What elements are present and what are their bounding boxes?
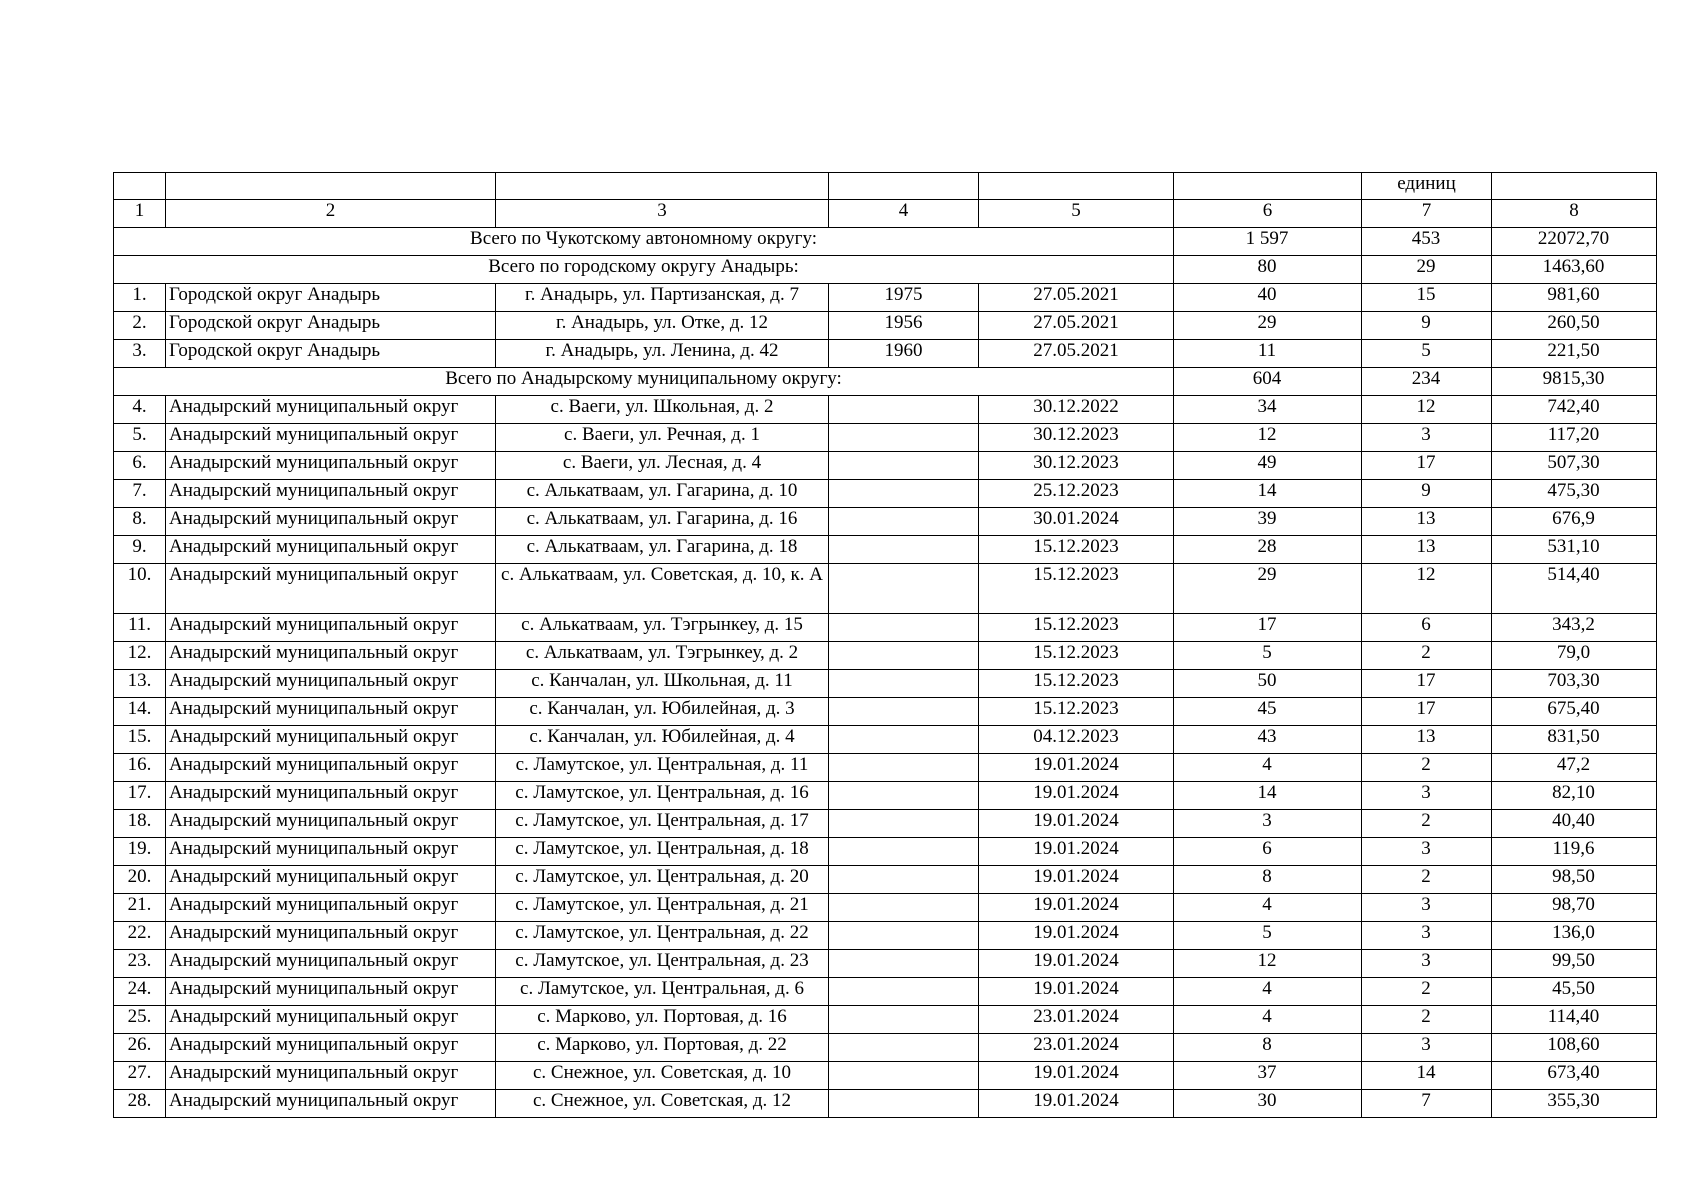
- district-cell: Городской округ Анадырь: [166, 284, 496, 312]
- date-cell: 30.12.2023: [979, 424, 1174, 452]
- year-cell: [829, 564, 979, 614]
- address-cell: с. Ламутское, ул. Центральная, д. 18: [496, 838, 829, 866]
- table-row: [114, 894, 1657, 922]
- table-row: [114, 866, 1657, 894]
- date-cell: 15.12.2023: [979, 536, 1174, 564]
- address-cell: с. Марково, ул. Портовая, д. 22: [496, 1034, 829, 1062]
- area-cell: 99,50: [1492, 950, 1657, 978]
- count-7-cell: 5: [1362, 340, 1492, 368]
- table-row: [114, 480, 1657, 508]
- count-6-cell: 43: [1174, 726, 1362, 754]
- area-cell: 676,9: [1492, 508, 1657, 536]
- year-cell: [829, 978, 979, 1006]
- count-6-cell: 80: [1174, 256, 1362, 284]
- year-cell: [829, 452, 979, 480]
- count-6-cell: 40: [1174, 284, 1362, 312]
- row-number: 18.: [114, 810, 166, 838]
- district-cell: Анадырский муниципальный округ: [166, 922, 496, 950]
- row-number: 1.: [114, 284, 166, 312]
- address-cell: с. Канчалан, ул. Школьная, д. 11: [496, 670, 829, 698]
- district-cell: Анадырский муниципальный округ: [166, 950, 496, 978]
- table-row: [114, 396, 1657, 424]
- area-cell: 82,10: [1492, 782, 1657, 810]
- area-cell: 79,0: [1492, 642, 1657, 670]
- year-cell: [829, 922, 979, 950]
- district-cell: Анадырский муниципальный округ: [166, 810, 496, 838]
- count-6-cell: 28: [1174, 536, 1362, 564]
- units-cell-6: [1174, 173, 1362, 200]
- table-row: [114, 922, 1657, 950]
- address-cell: с. Ламутское, ул. Центральная, д. 6: [496, 978, 829, 1006]
- year-cell: [829, 508, 979, 536]
- area-cell: 673,40: [1492, 1062, 1657, 1090]
- address-cell: с. Ламутское, ул. Центральная, д. 23: [496, 950, 829, 978]
- date-cell: 19.01.2024: [979, 950, 1174, 978]
- row-number: 7.: [114, 480, 166, 508]
- date-cell: 19.01.2024: [979, 1090, 1174, 1118]
- count-7-cell: 2: [1362, 642, 1492, 670]
- count-6-cell: 6: [1174, 838, 1362, 866]
- date-cell: 27.05.2021: [979, 312, 1174, 340]
- count-7-cell: 9: [1362, 480, 1492, 508]
- table-row: [114, 312, 1657, 340]
- date-cell: 27.05.2021: [979, 284, 1174, 312]
- units-cell-3: [496, 173, 829, 200]
- district-cell: Городской округ Анадырь: [166, 312, 496, 340]
- date-cell: 19.01.2024: [979, 978, 1174, 1006]
- table-row: [114, 508, 1657, 536]
- count-7-cell: 6: [1362, 614, 1492, 642]
- date-cell: 25.12.2023: [979, 480, 1174, 508]
- count-6-cell: 5: [1174, 642, 1362, 670]
- total-label: Всего по городскому округу Анадырь:: [114, 256, 1174, 284]
- count-7-cell: 3: [1362, 894, 1492, 922]
- count-7-cell: 2: [1362, 810, 1492, 838]
- district-cell: Анадырский муниципальный округ: [166, 1062, 496, 1090]
- count-6-cell: 37: [1174, 1062, 1362, 1090]
- year-cell: [829, 866, 979, 894]
- row-number: 22.: [114, 922, 166, 950]
- address-cell: с. Канчалан, ул. Юбилейная, д. 4: [496, 726, 829, 754]
- area-cell: 831,50: [1492, 726, 1657, 754]
- total-label: Всего по Чукотскому автономному округу:: [114, 228, 1174, 256]
- column-number-row: [114, 200, 1657, 228]
- row-number: 25.: [114, 1006, 166, 1034]
- address-cell: с. Алькатваам, ул. Гагарина, д. 10: [496, 480, 829, 508]
- area-cell: 119,6: [1492, 838, 1657, 866]
- count-7-cell: 453: [1362, 228, 1492, 256]
- count-6-cell: 5: [1174, 922, 1362, 950]
- count-7-cell: 2: [1362, 866, 1492, 894]
- area-cell: 40,40: [1492, 810, 1657, 838]
- year-cell: [829, 1034, 979, 1062]
- area-cell: 343,2: [1492, 614, 1657, 642]
- count-6-cell: 4: [1174, 754, 1362, 782]
- date-cell: 15.12.2023: [979, 698, 1174, 726]
- address-cell: с. Снежное, ул. Советская, д. 10: [496, 1062, 829, 1090]
- count-7-cell: 3: [1362, 838, 1492, 866]
- total-row: [114, 228, 1657, 256]
- count-6-cell: 3: [1174, 810, 1362, 838]
- count-7-cell: 17: [1362, 452, 1492, 480]
- address-cell: г. Анадырь, ул. Партизанская, д. 7: [496, 284, 829, 312]
- district-cell: Анадырский муниципальный округ: [166, 508, 496, 536]
- year-cell: 1956: [829, 312, 979, 340]
- date-cell: 27.05.2021: [979, 340, 1174, 368]
- address-cell: с. Ламутское, ул. Центральная, д. 16: [496, 782, 829, 810]
- table-row: [114, 754, 1657, 782]
- date-cell: 19.01.2024: [979, 838, 1174, 866]
- table-row: [114, 810, 1657, 838]
- address-cell: с. Марково, ул. Портовая, д. 16: [496, 1006, 829, 1034]
- area-cell: 45,50: [1492, 978, 1657, 1006]
- address-cell: с. Алькатваам, ул. Тэгрынкеу, д. 15: [496, 614, 829, 642]
- count-7-cell: 2: [1362, 1006, 1492, 1034]
- count-6-cell: 14: [1174, 480, 1362, 508]
- row-number: 5.: [114, 424, 166, 452]
- row-number: 15.: [114, 726, 166, 754]
- area-cell: 1463,60: [1492, 256, 1657, 284]
- table-row: [114, 1062, 1657, 1090]
- year-cell: [829, 614, 979, 642]
- row-number: 21.: [114, 894, 166, 922]
- units-cell-8: [1492, 173, 1657, 200]
- count-6-cell: 11: [1174, 340, 1362, 368]
- area-cell: 742,40: [1492, 396, 1657, 424]
- units-cell-4: [829, 173, 979, 200]
- area-cell: 981,60: [1492, 284, 1657, 312]
- district-cell: Анадырский муниципальный округ: [166, 866, 496, 894]
- units-cell-7: единиц: [1362, 173, 1492, 200]
- table-row: [114, 536, 1657, 564]
- area-cell: 136,0: [1492, 922, 1657, 950]
- district-cell: Анадырский муниципальный округ: [166, 1090, 496, 1118]
- total-label: Всего по Анадырскому муниципальному округу:: [114, 368, 1174, 396]
- row-number: 2.: [114, 312, 166, 340]
- area-cell: 703,30: [1492, 670, 1657, 698]
- count-6-cell: 4: [1174, 894, 1362, 922]
- table-row: [114, 1006, 1657, 1034]
- column-number-6: 6: [1174, 200, 1362, 228]
- year-cell: 1960: [829, 340, 979, 368]
- district-cell: Анадырский муниципальный округ: [166, 1006, 496, 1034]
- address-cell: г. Анадырь, ул. Отке, д. 12: [496, 312, 829, 340]
- area-cell: 355,30: [1492, 1090, 1657, 1118]
- address-cell: с. Снежное, ул. Советская, д. 12: [496, 1090, 829, 1118]
- row-number: 27.: [114, 1062, 166, 1090]
- district-cell: Анадырский муниципальный округ: [166, 894, 496, 922]
- count-7-cell: 15: [1362, 284, 1492, 312]
- count-6-cell: 17: [1174, 614, 1362, 642]
- table-row: [114, 1090, 1657, 1118]
- date-cell: 19.01.2024: [979, 866, 1174, 894]
- district-cell: Анадырский муниципальный округ: [166, 396, 496, 424]
- year-cell: 1975: [829, 284, 979, 312]
- date-cell: 19.01.2024: [979, 810, 1174, 838]
- total-row: [114, 256, 1657, 284]
- count-6-cell: 50: [1174, 670, 1362, 698]
- row-number: 14.: [114, 698, 166, 726]
- table-row: [114, 670, 1657, 698]
- count-7-cell: 3: [1362, 1034, 1492, 1062]
- table-row: [114, 782, 1657, 810]
- district-cell: Анадырский муниципальный округ: [166, 614, 496, 642]
- date-cell: 30.12.2022: [979, 396, 1174, 424]
- year-cell: [829, 950, 979, 978]
- row-number: 24.: [114, 978, 166, 1006]
- count-6-cell: 12: [1174, 424, 1362, 452]
- table-row: [114, 614, 1657, 642]
- district-cell: Анадырский муниципальный округ: [166, 978, 496, 1006]
- count-7-cell: 12: [1362, 396, 1492, 424]
- row-number: 16.: [114, 754, 166, 782]
- date-cell: 23.01.2024: [979, 1034, 1174, 1062]
- address-cell: с. Алькатваам, ул. Гагарина, д. 16: [496, 508, 829, 536]
- address-cell: с. Ламутское, ул. Центральная, д. 22: [496, 922, 829, 950]
- count-7-cell: 234: [1362, 368, 1492, 396]
- area-cell: 531,10: [1492, 536, 1657, 564]
- count-6-cell: 39: [1174, 508, 1362, 536]
- row-number: 8.: [114, 508, 166, 536]
- district-cell: Анадырский муниципальный округ: [166, 754, 496, 782]
- count-6-cell: 8: [1174, 1034, 1362, 1062]
- column-number-1: 1: [114, 200, 166, 228]
- count-7-cell: 29: [1362, 256, 1492, 284]
- row-number: 12.: [114, 642, 166, 670]
- area-cell: 221,50: [1492, 340, 1657, 368]
- table-row: [114, 950, 1657, 978]
- table-row: [114, 838, 1657, 866]
- row-number: 28.: [114, 1090, 166, 1118]
- area-cell: 475,30: [1492, 480, 1657, 508]
- address-cell: с. Алькатваам, ул. Советская, д. 10, к. А: [496, 564, 829, 614]
- table-row: [114, 564, 1657, 614]
- table-row: [114, 340, 1657, 368]
- column-number-2: 2: [166, 200, 496, 228]
- area-cell: 98,50: [1492, 866, 1657, 894]
- address-cell: с. Ваеги, ул. Речная, д. 1: [496, 424, 829, 452]
- count-6-cell: 4: [1174, 978, 1362, 1006]
- count-6-cell: 45: [1174, 698, 1362, 726]
- table-row: [114, 284, 1657, 312]
- address-cell: с. Ламутское, ул. Центральная, д. 17: [496, 810, 829, 838]
- row-number: 26.: [114, 1034, 166, 1062]
- area-cell: 507,30: [1492, 452, 1657, 480]
- count-6-cell: 29: [1174, 564, 1362, 614]
- row-number: 11.: [114, 614, 166, 642]
- date-cell: 19.01.2024: [979, 1062, 1174, 1090]
- date-cell: 30.01.2024: [979, 508, 1174, 536]
- table-row: [114, 978, 1657, 1006]
- year-cell: [829, 1006, 979, 1034]
- count-6-cell: 29: [1174, 312, 1362, 340]
- column-number-5: 5: [979, 200, 1174, 228]
- district-cell: Анадырский муниципальный округ: [166, 698, 496, 726]
- count-7-cell: 13: [1362, 536, 1492, 564]
- district-cell: Анадырский муниципальный округ: [166, 452, 496, 480]
- date-cell: 15.12.2023: [979, 564, 1174, 614]
- year-cell: [829, 480, 979, 508]
- address-cell: с. Ламутское, ул. Центральная, д. 21: [496, 894, 829, 922]
- date-cell: 15.12.2023: [979, 670, 1174, 698]
- column-number-3: 3: [496, 200, 829, 228]
- count-6-cell: 14: [1174, 782, 1362, 810]
- row-number: 3.: [114, 340, 166, 368]
- row-number: 9.: [114, 536, 166, 564]
- year-cell: [829, 894, 979, 922]
- area-cell: 9815,30: [1492, 368, 1657, 396]
- count-7-cell: 3: [1362, 782, 1492, 810]
- table-row: [114, 1034, 1657, 1062]
- year-cell: [829, 396, 979, 424]
- district-cell: Анадырский муниципальный округ: [166, 480, 496, 508]
- address-cell: с. Ламутское, ул. Центральная, д. 20: [496, 866, 829, 894]
- date-cell: 19.01.2024: [979, 754, 1174, 782]
- address-cell: с. Ламутское, ул. Центральная, д. 11: [496, 754, 829, 782]
- table-row: [114, 642, 1657, 670]
- table-row: [114, 726, 1657, 754]
- count-7-cell: 13: [1362, 726, 1492, 754]
- district-cell: Анадырский муниципальный округ: [166, 838, 496, 866]
- area-cell: 47,2: [1492, 754, 1657, 782]
- year-cell: [829, 536, 979, 564]
- address-cell: с. Канчалан, ул. Юбилейная, д. 3: [496, 698, 829, 726]
- count-7-cell: 13: [1362, 508, 1492, 536]
- row-number: 23.: [114, 950, 166, 978]
- housing-table: [113, 172, 1657, 1118]
- year-cell: [829, 1090, 979, 1118]
- count-7-cell: 17: [1362, 670, 1492, 698]
- count-7-cell: 3: [1362, 950, 1492, 978]
- count-7-cell: 14: [1362, 1062, 1492, 1090]
- row-number: 13.: [114, 670, 166, 698]
- count-7-cell: 12: [1362, 564, 1492, 614]
- year-cell: [829, 1062, 979, 1090]
- units-header-row: [114, 173, 1657, 200]
- count-7-cell: 3: [1362, 424, 1492, 452]
- year-cell: [829, 670, 979, 698]
- column-number-7: 7: [1362, 200, 1492, 228]
- year-cell: [829, 838, 979, 866]
- count-7-cell: 3: [1362, 922, 1492, 950]
- area-cell: 22072,70: [1492, 228, 1657, 256]
- address-cell: с. Алькатваам, ул. Гагарина, д. 18: [496, 536, 829, 564]
- address-cell: с. Алькатваам, ул. Тэгрынкеу, д. 2: [496, 642, 829, 670]
- count-7-cell: 2: [1362, 978, 1492, 1006]
- count-7-cell: 9: [1362, 312, 1492, 340]
- table-row: [114, 452, 1657, 480]
- district-cell: Анадырский муниципальный округ: [166, 536, 496, 564]
- table-row: [114, 424, 1657, 452]
- row-number: 17.: [114, 782, 166, 810]
- district-cell: Анадырский муниципальный округ: [166, 726, 496, 754]
- year-cell: [829, 698, 979, 726]
- date-cell: 04.12.2023: [979, 726, 1174, 754]
- area-cell: 108,60: [1492, 1034, 1657, 1062]
- date-cell: 15.12.2023: [979, 614, 1174, 642]
- count-7-cell: 2: [1362, 754, 1492, 782]
- row-number: 20.: [114, 866, 166, 894]
- year-cell: [829, 424, 979, 452]
- date-cell: 19.01.2024: [979, 894, 1174, 922]
- address-cell: г. Анадырь, ул. Ленина, д. 42: [496, 340, 829, 368]
- address-cell: с. Ваеги, ул. Лесная, д. 4: [496, 452, 829, 480]
- area-cell: 514,40: [1492, 564, 1657, 614]
- total-row: [114, 368, 1657, 396]
- column-number-4: 4: [829, 200, 979, 228]
- year-cell: [829, 726, 979, 754]
- row-number: 6.: [114, 452, 166, 480]
- address-cell: с. Ваеги, ул. Школьная, д. 2: [496, 396, 829, 424]
- area-cell: 117,20: [1492, 424, 1657, 452]
- count-6-cell: 34: [1174, 396, 1362, 424]
- date-cell: 15.12.2023: [979, 642, 1174, 670]
- table-row: [114, 698, 1657, 726]
- count-6-cell: 604: [1174, 368, 1362, 396]
- year-cell: [829, 782, 979, 810]
- count-6-cell: 49: [1174, 452, 1362, 480]
- count-7-cell: 17: [1362, 698, 1492, 726]
- count-6-cell: 4: [1174, 1006, 1362, 1034]
- count-6-cell: 8: [1174, 866, 1362, 894]
- area-cell: 260,50: [1492, 312, 1657, 340]
- district-cell: Анадырский муниципальный округ: [166, 424, 496, 452]
- table-body: [114, 173, 1657, 1118]
- district-cell: Анадырский муниципальный округ: [166, 782, 496, 810]
- year-cell: [829, 642, 979, 670]
- area-cell: 675,40: [1492, 698, 1657, 726]
- column-number-8: 8: [1492, 200, 1657, 228]
- date-cell: 23.01.2024: [979, 1006, 1174, 1034]
- count-6-cell: 1 597: [1174, 228, 1362, 256]
- district-cell: Городской округ Анадырь: [166, 340, 496, 368]
- date-cell: 30.12.2023: [979, 452, 1174, 480]
- year-cell: [829, 754, 979, 782]
- area-cell: 114,40: [1492, 1006, 1657, 1034]
- date-cell: 19.01.2024: [979, 922, 1174, 950]
- count-6-cell: 12: [1174, 950, 1362, 978]
- units-cell-5: [979, 173, 1174, 200]
- units-cell-1: [114, 173, 166, 200]
- count-6-cell: 30: [1174, 1090, 1362, 1118]
- row-number: 4.: [114, 396, 166, 424]
- count-7-cell: 7: [1362, 1090, 1492, 1118]
- district-cell: Анадырский муниципальный округ: [166, 642, 496, 670]
- date-cell: 19.01.2024: [979, 782, 1174, 810]
- district-cell: Анадырский муниципальный округ: [166, 1034, 496, 1062]
- row-number: 10.: [114, 564, 166, 614]
- area-cell: 98,70: [1492, 894, 1657, 922]
- units-cell-2: [166, 173, 496, 200]
- row-number: 19.: [114, 838, 166, 866]
- district-cell: Анадырский муниципальный округ: [166, 564, 496, 614]
- district-cell: Анадырский муниципальный округ: [166, 670, 496, 698]
- year-cell: [829, 810, 979, 838]
